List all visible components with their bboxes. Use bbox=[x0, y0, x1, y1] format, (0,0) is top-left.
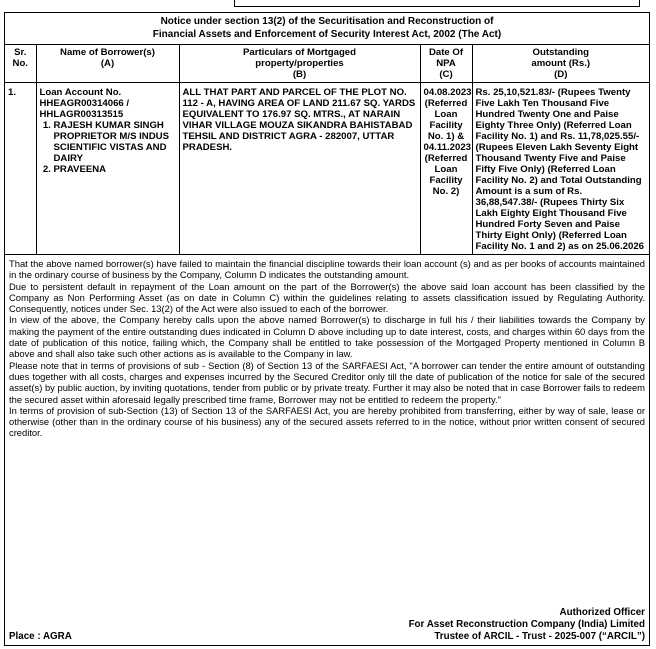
header-outstanding-amount bbox=[472, 45, 649, 83]
header-text: Name of Borrower(s) bbox=[60, 47, 155, 58]
loan-account-number: HHEAGR00314066 / bbox=[39, 98, 130, 109]
header-property bbox=[179, 45, 420, 83]
header-borrower-name bbox=[36, 45, 179, 83]
header-text: property/properties bbox=[255, 58, 344, 69]
header-text: (B) bbox=[292, 69, 307, 80]
header-text: (A) bbox=[100, 58, 115, 69]
legal-notice bbox=[4, 12, 650, 646]
paragraph: Please note that in terms of provisions of sub - Section (8) of Section 13 of the SARFAESI Act, "A borrower can tender the entire amount of outstanding dues together with all costs, charges and expenses incurred by the Secured Creditor only till the date of publication of the notice for sale of the secured asset(s) by public auction, by inviting quotations, tender from public or by private treaty. Further it may also be noted that in case Borrower fails to redeem the secured asset within aforesaid legally prescribed time frame, Borrower may not be entitled to redeem the property." bbox=[9, 359, 645, 405]
header-text: Outstanding bbox=[532, 47, 589, 58]
header-sr-no bbox=[5, 45, 36, 83]
place-label: Place : AGRA bbox=[9, 631, 72, 642]
heading-line-2: Financial Assets and Enforcement of Security Interest Act, 2002 (The Act) bbox=[152, 29, 502, 40]
signatory-trust: Trustee of ARCIL - Trust - 2025-007 (“ARCIL”) bbox=[434, 631, 645, 642]
borrower-name: 2. PRAVEENA bbox=[54, 164, 176, 175]
top-box-fragment bbox=[234, 0, 640, 7]
borrower-name: 1. RAJESH KUMAR SINGH PROPRIETOR M/S INDUS SCIENTIFIC VISTAS AND DAIRY bbox=[54, 120, 176, 164]
paragraph: Due to persistent default in repayment of the Loan amount on the part of the Borrower(s) the above said loan account has been classified by the Company as Non Performing Asset (as on date in Column C) within the guidelines relating to assets classification issued by Regulating Authority. Consequently, notices under Sec. 13(2) of the Act were also issued to each of the borrower. bbox=[9, 280, 645, 315]
cell-borrower bbox=[36, 83, 179, 255]
paragraph: That the above named borrower(s) have failed to maintain the financial discipline towards their loan account (s) and as per books of accounts maintained in the ordinary course of business by the Company, Column D indicates the outstanding amount. bbox=[9, 258, 645, 281]
notice-heading bbox=[5, 13, 649, 45]
paragraph: In view of the above, the Company hereby calls upon the above named Borrower(s) to discharge in full his / their liabilities towards the Company by making the payment of the entire outstanding dues indicated in Column D above including up to date interest, costs, and charges within 60 days from the date of publication of this notice, failing which, the Company shall be entitled to take possession of the Mortgaged Property mentioned in Column B above and shall also take such other actions as is available to the Company in law. bbox=[9, 314, 645, 360]
borrower-list bbox=[40, 120, 176, 175]
signatory-title: Authorized Officer bbox=[559, 607, 645, 618]
signature-block bbox=[409, 607, 645, 643]
paragraph: In terms of provision of sub-Section (13) of Section 13 of the SARFAESI Act, you are hereby prohibited from transferring, either by way of sale, lease or otherwise (other than in the ordinary course of his business) any of the secured assets referred to in the notice, without prior written consent of secured creditor. bbox=[9, 404, 645, 439]
signatory-company: For Asset Reconstruction Company (India) Limited bbox=[408, 619, 645, 630]
loan-account-label: Loan Account No. bbox=[39, 87, 122, 98]
borrower-table bbox=[5, 45, 649, 255]
heading-line-1: Notice under section 13(2) of the Securitisation and Reconstruction of bbox=[160, 16, 494, 27]
header-text: Particulars of Mortgaged bbox=[242, 47, 356, 58]
cell-npa-date: 04.08.2023 (Referred Loan Facility No. 1) & 04.11.2023 (Referred Loan Facility No. 2) bbox=[420, 83, 472, 255]
header-text: amount (Rs.) bbox=[531, 58, 591, 69]
header-npa-date bbox=[420, 45, 472, 83]
header-text: Sr. bbox=[14, 47, 27, 58]
cell-property: ALL THAT PART AND PARCEL OF THE PLOT NO. 112 - A, HAVING AREA OF LAND 211.67 SQ. YARDS EQUIVALENT TO 176.97 SQ. MTRS., AT NARAIN VIHAR VILLAGE MOUZA SIKANDRA BAHISTABAD TEHSIL AND DISTRICT AGRA - 282007, UTTAR PRADESH. bbox=[179, 83, 420, 255]
table-row bbox=[5, 83, 649, 255]
header-text: NPA bbox=[436, 58, 456, 69]
header-text: No. bbox=[12, 58, 28, 69]
header-text: Date Of bbox=[428, 47, 464, 58]
header-text: (C) bbox=[439, 69, 453, 80]
header-text: (D) bbox=[554, 69, 568, 80]
cell-sr-no: 1. bbox=[5, 83, 36, 255]
table-header-row bbox=[5, 45, 649, 83]
loan-account-number: HHLAGR00313515 bbox=[39, 109, 124, 120]
cell-outstanding-amount: Rs. 25,10,521.83/- (Rupees Twenty Five Lakh Ten Thousand Five Hundred Twenty One and Paise Eighty Three Only) (Referred Loan Facility No. 1) and Rs. 11,78,025.55/- (Rupees Eleven Lakh Seventy Eight Thousand Twenty Five and Paise Fifty Five Only) (Referred Loan Facility No. 2) and Total Outstanding Amount is a sum of Rs. 36,88,547.38/- (Rupees Thirty Six Lakh Eighty Eight Thousand Five Hundred Forty Seven and Paise Thirty Eight Only) (Referred Loan Facility No. 1 and 2) as on 25.06.2026 bbox=[472, 83, 649, 255]
notice-body bbox=[5, 255, 649, 439]
